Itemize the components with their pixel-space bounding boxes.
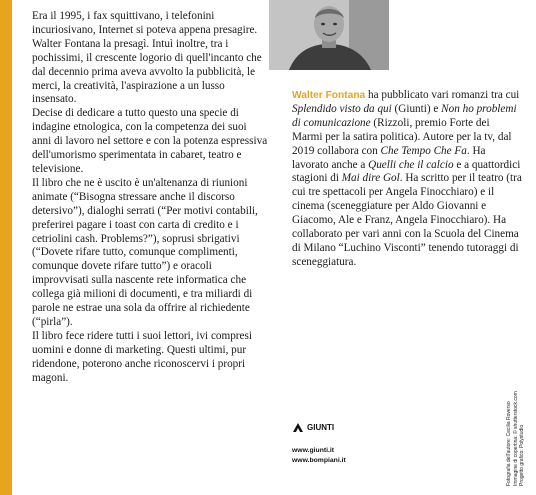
show-title: Che Tempo Che Fa — [380, 144, 467, 157]
author-portrait-image — [269, 0, 389, 70]
bio-text: ha pubblicato vari romanzi tra cui — [365, 89, 520, 101]
bio-text: (Rizzoli, premio Forte dei Marmi per la satira politica). Autore per la tv, dal 2019 collabora con — [292, 116, 512, 157]
author-bio — [292, 89, 522, 270]
publisher-urls — [292, 446, 346, 466]
url-link[interactable]: www.bompiani.it — [292, 457, 346, 464]
credit-line: Immagine di copertina: © shutterstock.com — [512, 391, 519, 486]
back-cover — [12, 0, 536, 495]
bio-text: (Giunti) e — [391, 102, 442, 115]
blurb-paragraph: Decise di dedicare a tutto questo una specie di indagine etnologica, con la competenza dei suoi anni di lavoro nel settore e con la potenza espressiva dell'umorismo sperimentata in cabaret, teatro e televisione. — [32, 107, 268, 175]
show-title: Mai dire Gol — [341, 172, 400, 185]
publisher-name: GIUNTI — [307, 423, 335, 432]
image-credits — [506, 386, 532, 486]
book-title: Splendido visto da qui — [292, 102, 392, 115]
bio-text: . Ha scritto per il teatro (tra cui tre spettacoli per Angela Finocchiaro) e il cinema (sceneggiature per Aldo Giovanni e Giacomo, Ale e Franz, Angela Finocchiaro). Ha collaborato per vari anni con la Scuola del Cinema di Milano “Luchino Visconti” tenendo tutoraggi di sceneggiatura. — [292, 172, 522, 268]
book-title: Non ho problemi di comunicazione — [292, 102, 517, 129]
blurb-column — [32, 10, 268, 385]
show-title: Quelli che il calcio — [368, 158, 454, 171]
blurb-paragraph: Era il 1995, i fax squittivano, i telefonini incuriosivano, Internet si poteva appena presagire. Walter Fontana la presagì. Intuì inoltre, tra i pochissimi, il crescente logorio di quell'incanto che dal decennio prima aveva avvolto la pubblicità, le merci, la creatività, l'aspirazione a un lusso insensato. — [32, 10, 262, 106]
author-name: Walter Fontana — [292, 90, 366, 101]
giunti-logo-icon — [292, 422, 304, 433]
bio-text: . Ha lavorato anche a — [292, 144, 486, 171]
blurb-paragraph: Il libro che ne è uscito è un'altenanza di riunioni animate (“Bisogna stressare anche il discorso detersivo”), dialoghi serrati (“Per motivi contabili, preferirei pagare i toast con carta di credito e i cetriolini cash. Problems?”), soprusi sbrigativi (“Dovete rifare tutto, comunque complimenti, comunque dovete rifare tutto”) e oracoli improvvisati sulla nascente rete informatica che collega già milioni di documenti, e tra miliardi di parole ne estrae una sola da offrire al richiedente (“pirla”). — [32, 176, 258, 328]
bio-text: e a quattordici stagioni di — [292, 158, 521, 185]
author-photo — [269, 0, 389, 70]
credit-line: Fotografia dell'autore: Cecilia Roverso — [506, 401, 512, 486]
publisher-mark — [292, 422, 334, 433]
url-link[interactable]: www.giunti.it — [292, 447, 335, 454]
blurb-paragraph: Il libro fece ridere tutti i suoi lettori, ivi compresi uomini e donne di marketing. Questi ultimi, pur ridendone, poterono anche riconoscervi i propri magoni. — [32, 329, 252, 384]
credit-line: Progetto grafico: Polystudio — [519, 424, 525, 486]
